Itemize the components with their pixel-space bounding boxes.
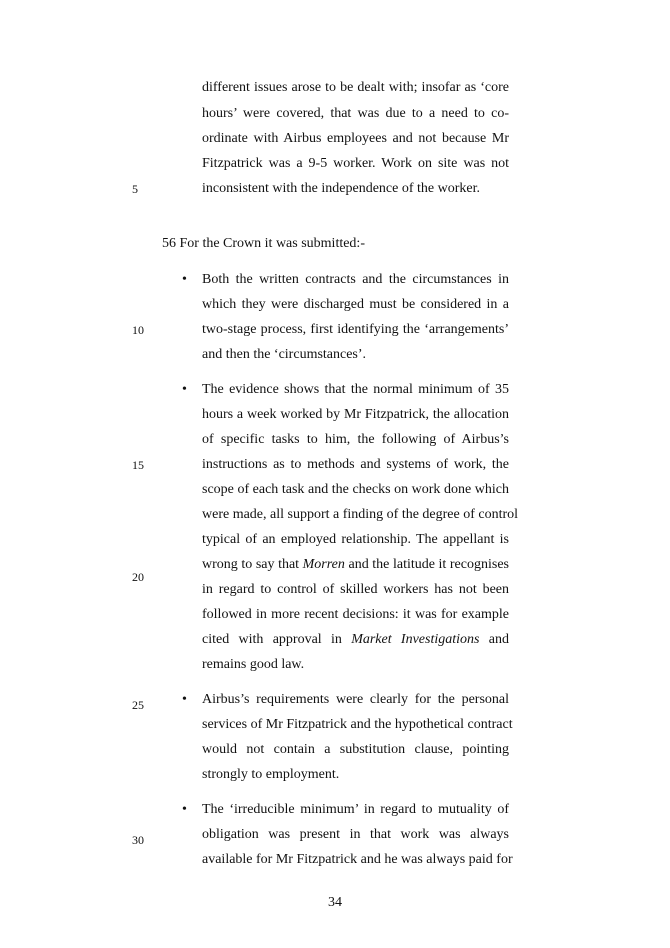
bullet-icon: • [182,272,187,287]
text-line: remains good law. [202,657,305,672]
text-line: hours a week worked by Mr Fitzpatrick, the allocation [202,407,509,422]
text-line: services of Mr Fitzpatrick and the hypothetical contract [202,717,513,732]
bullet-icon: • [182,692,187,707]
line-number: 10 [132,323,144,337]
text-line: wrong to say that Morren and the latitude it recognises [202,557,509,572]
text-line: ordinate with Airbus employees and not because Mr [202,131,509,146]
case-name-morren: Morren [302,557,345,572]
text-line: The ‘irreducible minimum’ in regard to mutuality of [202,802,509,817]
line-number: 20 [132,570,144,584]
paragraph-heading: 56 For the Crown it was submitted:- [162,236,365,251]
text-line: instructions as to methods and systems of work, the [202,457,509,472]
text-line: would not contain a substitution clause, pointing [202,742,509,757]
bullet-icon: • [182,802,187,817]
text-line: followed in more recent decisions: it was for example [202,607,509,622]
line-number: 30 [132,833,144,847]
text-line: were made, all support a finding of the degree of control [202,507,519,522]
text-line: scope of each task and the checks on work done which [202,482,509,497]
page-number: 34 [328,895,342,910]
text-line: Fitzpatrick was a 9-5 worker. Work on site was not [202,156,509,171]
text-line: of specific tasks to him, the following of Airbus’s [202,432,509,447]
bullet-icon: • [182,382,187,397]
text-line: cited with approval in Market Investigations and [202,632,509,647]
text-line: strongly to employment. [202,767,340,782]
text-line: obligation was present in that work was always [202,827,509,842]
text-line: typical of an employed relationship. The appellant is [202,532,509,547]
text-line: Both the written contracts and the circumstances in [202,272,509,287]
line-number: 15 [132,458,144,472]
text-line: available for Mr Fitzpatrick and he was always paid for [202,852,513,867]
text-line: different issues arose to be dealt with; insofar as ‘core [202,80,509,95]
text-line: in regard to control of skilled workers has not been [202,582,509,597]
line-number: 5 [132,182,138,196]
text-line: hours’ were covered, that was due to a need to co- [202,106,509,121]
text-line: two-stage process, first identifying the ‘arrangements’ [202,322,509,337]
case-name-market-investigations: Market Investigations [351,632,480,647]
text-line: which they were discharged must be considered in a [202,297,509,312]
text-line: The evidence shows that the normal minimum of 35 [202,382,509,397]
text-line: inconsistent with the independence of the worker. [202,181,480,196]
text-line: Airbus’s requirements were clearly for the personal [202,692,509,707]
text-line: and then the ‘circumstances’. [202,347,367,362]
line-number: 25 [132,698,144,712]
